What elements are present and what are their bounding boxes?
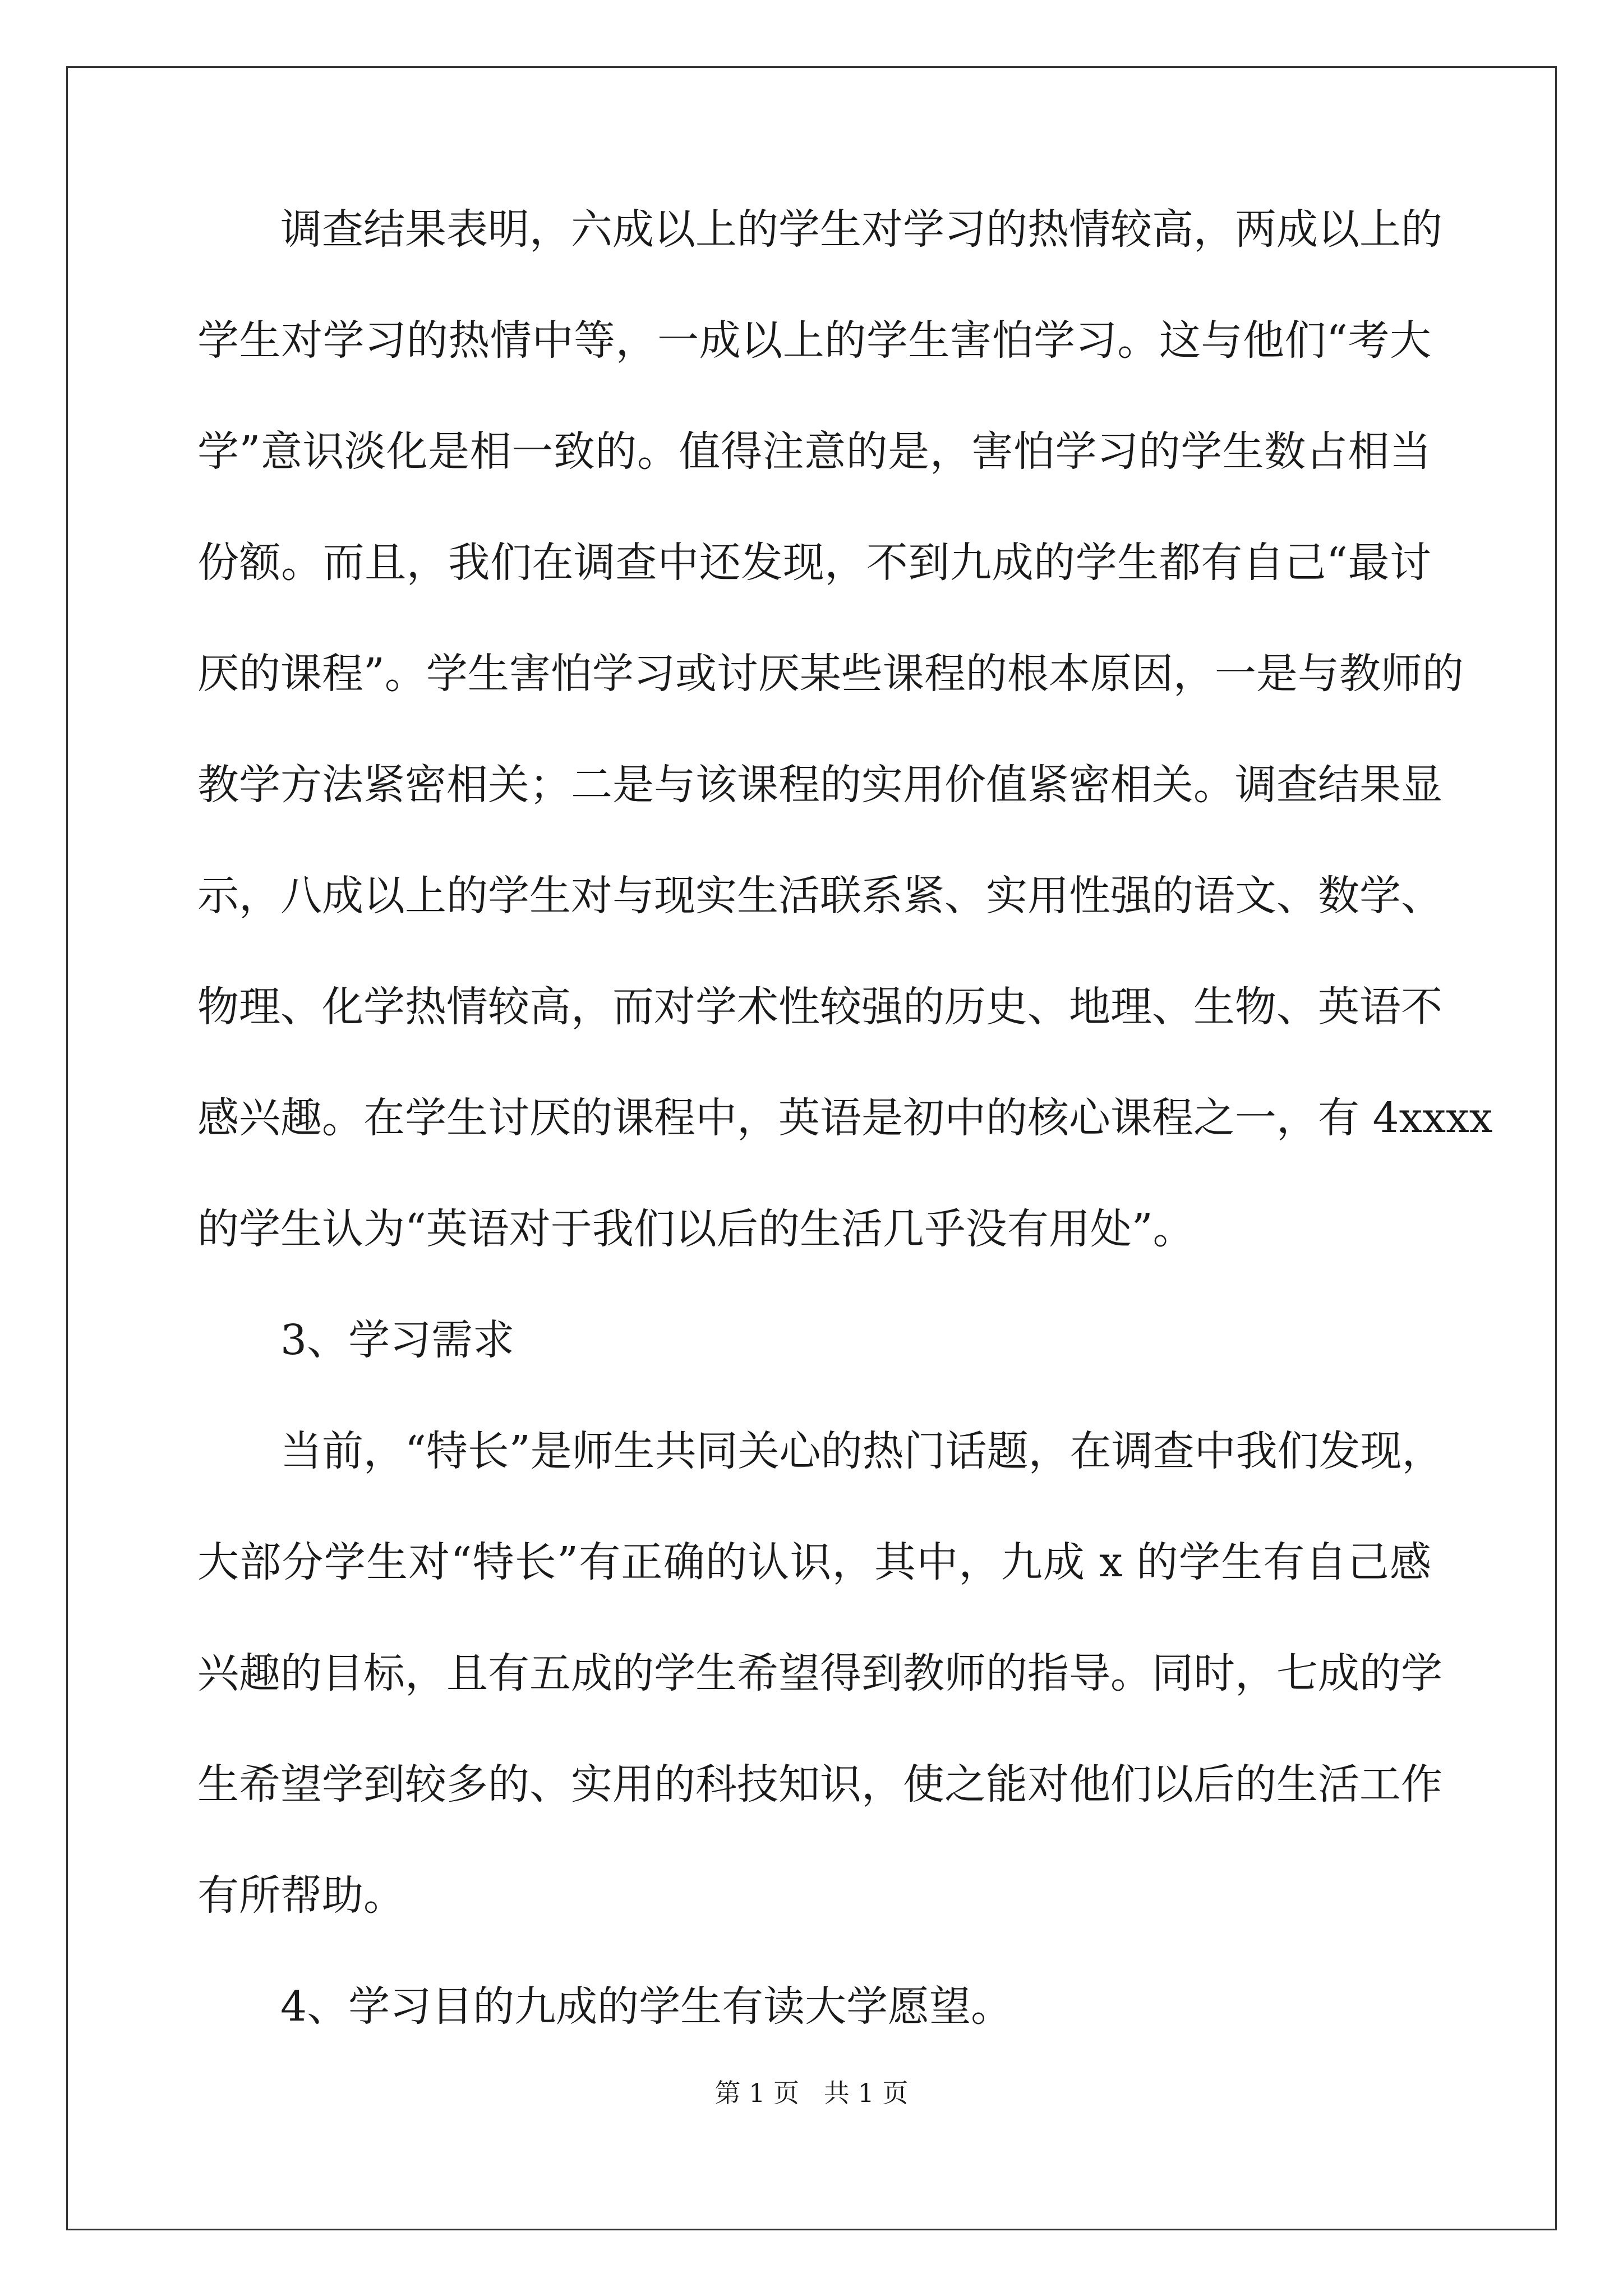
paragraph-line: 厌的课程”。学生害怕学习或讨厌某些课程的根本原因，一是与教师的 <box>197 650 1464 698</box>
paragraph-line: 兴趣的目标，且有五成的学生希望得到教师的指导。同时，七成的学 <box>197 1649 1442 1697</box>
paragraph-line: 当前，“特长”是师生共同关心的热门话题，在调查中我们发现， <box>280 1427 1444 1475</box>
document-body <box>197 205 1493 2097</box>
paragraph-line: 份额。而且，我们在调查中还发现，不到九成的学生都有自己“最讨 <box>197 539 1431 587</box>
paragraph-line: 大部分学生对“特长”有正确的认识，其中，九成 x 的学生有自己感 <box>197 1538 1431 1586</box>
section-heading: 4、学习目的九成的学生有读大学愿望。 <box>280 1982 1013 2031</box>
page-number-footer: 第 1 页 共 1 页 <box>714 2078 909 2108</box>
paragraph-line: 示，八成以上的学生对与现实生活联系紧、实用性强的语文、数学、 <box>197 872 1442 920</box>
section-heading: 3、学习需求 <box>280 1316 515 1364</box>
paragraph-line: 的学生认为“英语对于我们以后的生活几乎没有用处”。 <box>197 1205 1195 1253</box>
paragraph-line: 感兴趣。在学生讨厌的课程中，英语是初中的核心课程之一，有 4xxxx <box>197 1094 1493 1142</box>
paragraph-line: 学生对学习的热情中等，一成以上的学生害怕学习。这与他们“考大 <box>197 316 1431 365</box>
paragraph-line: 学”意识淡化是相一致的。值得注意的是，害怕学习的学生数占相当 <box>197 427 1431 476</box>
paragraph-line: 物理、化学热情较高，而对学术性较强的历史、地理、生物、英语不 <box>197 983 1442 1031</box>
paragraph-line: 调查结果表明，六成以上的学生对学习的热情较高，两成以上的 <box>280 205 1442 254</box>
paragraph-line: 生希望学到较多的、实用的科技知识，使之能对他们以后的生活工作 <box>197 1760 1442 1809</box>
paragraph-line: 教学方法紧密相关；二是与该课程的实用价值紧密相关。调查结果显 <box>197 761 1442 809</box>
paragraph-line: 有所帮助。 <box>197 1871 405 1920</box>
